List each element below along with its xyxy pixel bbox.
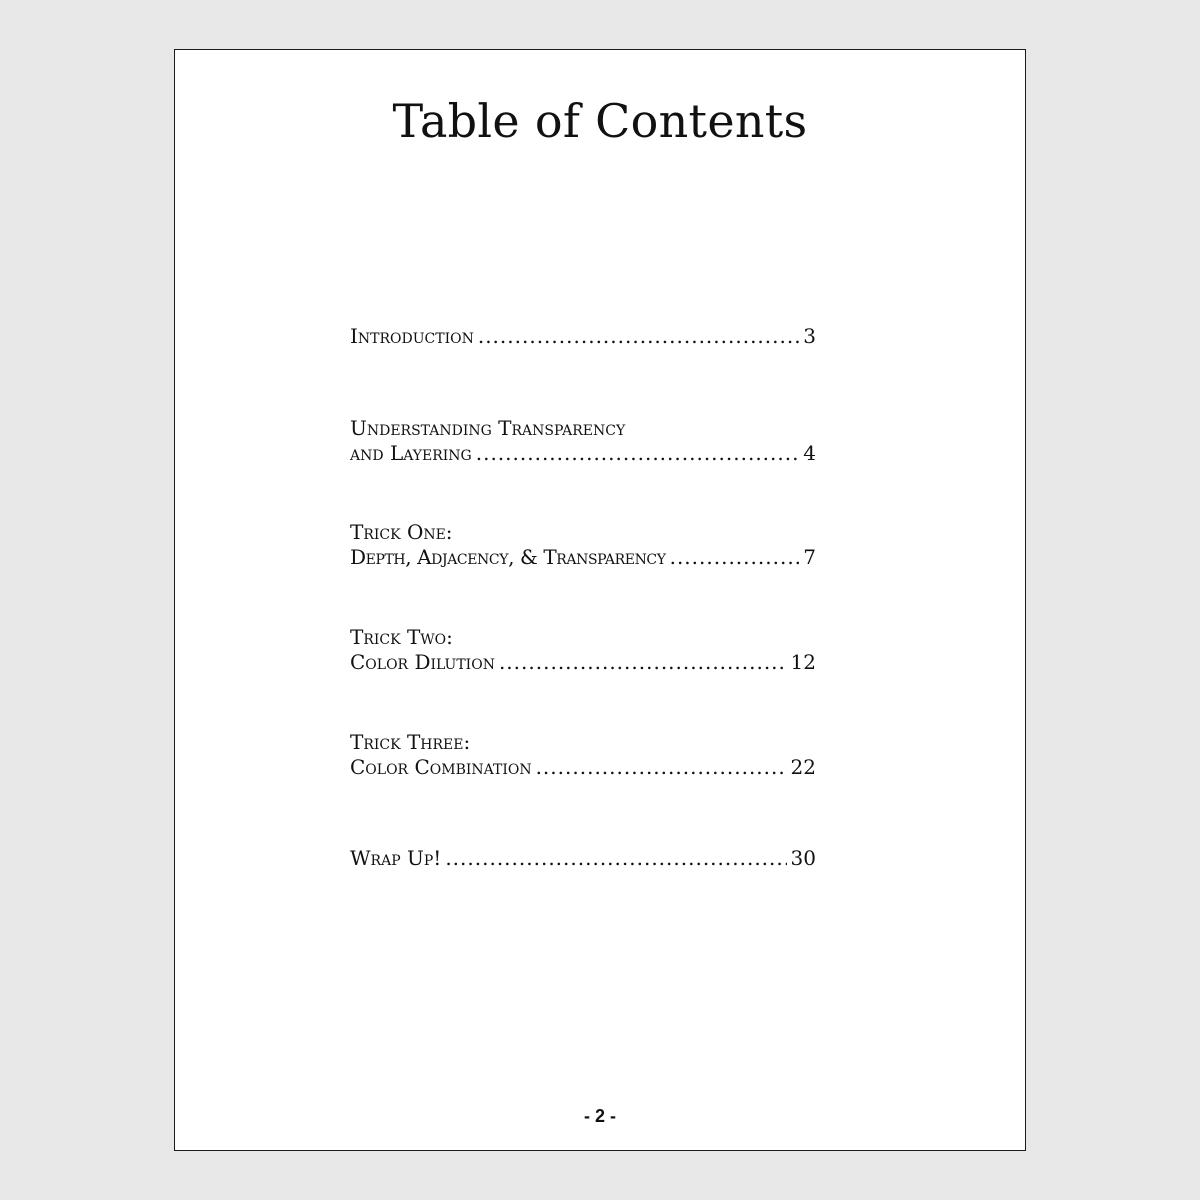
toc-page-number: 7 bbox=[803, 545, 816, 569]
toc-page-number: 12 bbox=[790, 650, 816, 674]
page-title: Table of Contents bbox=[392, 94, 808, 148]
toc-entry-title-line1: Trick One: bbox=[350, 520, 453, 544]
toc-entry-line bbox=[350, 441, 816, 466]
toc-entry-line bbox=[350, 650, 816, 675]
toc-entry-title: Introduction bbox=[350, 324, 474, 348]
toc-entry-line bbox=[350, 755, 816, 780]
dot-leader bbox=[499, 650, 787, 675]
toc-page-number: 3 bbox=[803, 324, 816, 348]
page-number-footer: - 2 - bbox=[583, 1106, 616, 1126]
toc-entry-introduction[interactable] bbox=[350, 324, 816, 349]
toc-entry-title-line1: Trick Three: bbox=[350, 730, 471, 754]
toc-entry-understanding-transparency[interactable] bbox=[350, 416, 816, 466]
toc-entry-wrap-up[interactable] bbox=[350, 846, 816, 871]
toc-entry-trick-three[interactable] bbox=[350, 730, 816, 780]
toc-page-number: 30 bbox=[790, 846, 816, 870]
toc-entry-title-line2: Color Dilution bbox=[350, 650, 495, 674]
toc-entry-title-line1: Understanding Transparency bbox=[350, 416, 626, 440]
toc-entry-line bbox=[350, 846, 816, 871]
toc-entry-line bbox=[350, 324, 816, 349]
toc-entry-title-line1: Trick Two: bbox=[350, 625, 453, 649]
toc-entry-trick-one[interactable] bbox=[350, 520, 816, 570]
toc-entry-title-line2: Depth, Adjacency, & Transparency bbox=[350, 545, 666, 569]
dot-leader bbox=[476, 441, 800, 466]
dot-leader bbox=[536, 755, 787, 780]
toc-entry-title: Wrap Up! bbox=[350, 846, 442, 870]
dot-leader bbox=[478, 324, 799, 349]
toc-entry-trick-two[interactable] bbox=[350, 625, 816, 675]
dot-leader bbox=[670, 545, 800, 570]
dot-leader bbox=[445, 846, 786, 871]
document-page bbox=[174, 49, 1026, 1151]
toc-page-number: 4 bbox=[803, 441, 816, 465]
toc-entry-title-line2: Color Combination bbox=[350, 755, 532, 779]
toc-entry-line bbox=[350, 545, 816, 570]
toc-page-number: 22 bbox=[790, 755, 816, 779]
toc-entry-title-line2: and Layering bbox=[350, 441, 472, 465]
